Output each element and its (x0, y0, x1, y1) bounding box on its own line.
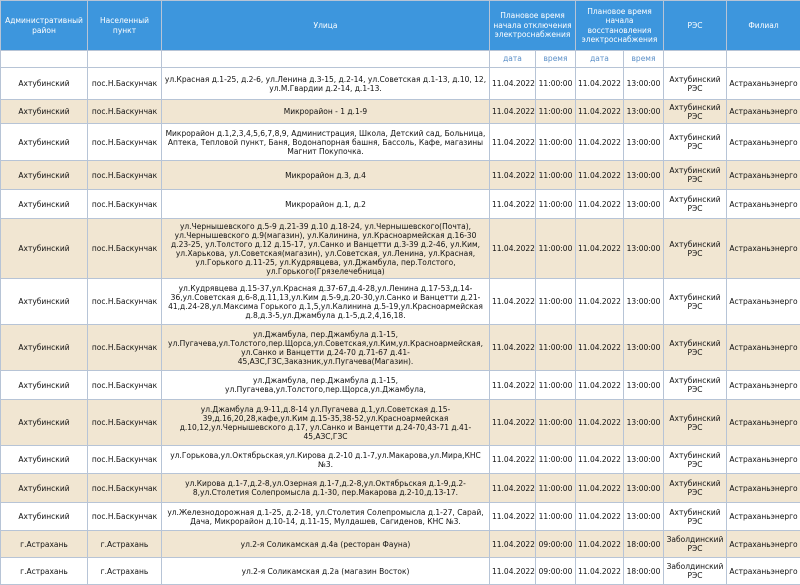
table-row (1, 279, 800, 325)
cell-on-date: 11.04.2022 (576, 446, 624, 474)
table-row (1, 400, 800, 446)
cell-off-date: 11.04.2022 (490, 558, 536, 585)
cell-on-time: 13:00:00 (624, 371, 664, 400)
table-row (1, 100, 800, 124)
cell-district: Ахтубинский (1, 279, 88, 325)
cell-off-time: 09:00:00 (536, 531, 576, 558)
subheader-blank (664, 51, 727, 68)
cell-street: ул.Железнодорожная д.1-25, д.2-18, ул.Столетия Солепромысла д.1-27, Сарай, Дача, Микрорайон д.10-14, д.11-15, Мулдашев, Сагиденов, КНС №3. (162, 503, 490, 531)
cell-off-date: 11.04.2022 (490, 219, 536, 279)
cell-off-date: 11.04.2022 (490, 68, 536, 100)
cell-branch: Астраханьэнерго (727, 503, 800, 531)
cell-off-date: 11.04.2022 (490, 100, 536, 124)
cell-branch: Астраханьэнерго (727, 325, 800, 371)
cell-branch: Астраханьэнерго (727, 190, 800, 219)
cell-branch: Астраханьэнерго (727, 279, 800, 325)
cell-on-time: 13:00:00 (624, 161, 664, 190)
cell-off-time: 11:00:00 (536, 100, 576, 124)
cell-street: ул.Кирова д.1-7,д.2-8,ул.Озерная д.1-7,д.2-8,ул.Октябрьская д.1-9,д.2-8,ул.Столетия Солепромысла д.1-30, пер.Макарова д.2-10,д.13-17. (162, 474, 490, 503)
cell-district: Ахтубинский (1, 503, 88, 531)
cell-res: Ахтубинский РЭС (664, 100, 727, 124)
cell-locality: пос.Н.Баскунчак (88, 161, 162, 190)
cell-on-time: 13:00:00 (624, 100, 664, 124)
cell-on-date: 11.04.2022 (576, 503, 624, 531)
cell-res: Ахтубинский РЭС (664, 503, 727, 531)
cell-street: ул.Красная д.1-25, д.2-6, ул.Ленина д.3-15, д.2-14, ул.Советская д.1-13, д.10, 12, ул.М.Гвардии д.2-14, д.1-13. (162, 68, 490, 100)
cell-on-date: 11.04.2022 (576, 161, 624, 190)
cell-off-date: 11.04.2022 (490, 474, 536, 503)
cell-on-date: 11.04.2022 (576, 124, 624, 161)
header-branch: Филиал (727, 1, 800, 51)
cell-street: ул.Чернышевского д.5-9 д.21-39 д.10 д.18-24, ул.Чернышевского(Почта), ул.Чернышевского д.9(магазин), ул.Калинина, ул.Красноармейская д.16-30 д.23-25, ул.Толстого д.12 д.15-17, ул.Санко и Ванцетти д.3-39 д.2-46, ул.Ким, ул.Харькова, ул.Советская(магазин), ул.Советская, ул.Ленина, ул.Красная, ул.Горького д.11-25, ул.Кудрявцева, ул.Джамбула, пер.Толстого, ул.Горького(Грязелечебница) (162, 219, 490, 279)
cell-on-time: 13:00:00 (624, 400, 664, 446)
cell-off-time: 11:00:00 (536, 190, 576, 219)
cell-street: ул.Джамбула д.9-11,д.8-14 ул.Пугачева д.1,ул.Советская д.15-39,д.16,20,28,кафе,ул.Ким д.15-35,38-52,ул.Красноармейская д.10,12,ул.Чернышевского д.17, ул.Санко и Ванцетти д.24-70,43-71 д.41-45,АЗС,ГЗС (162, 400, 490, 446)
header-locality: Населенный пункт (88, 1, 162, 51)
table-row (1, 371, 800, 400)
cell-district: Ахтубинский (1, 124, 88, 161)
cell-off-date: 11.04.2022 (490, 325, 536, 371)
cell-off-date: 11.04.2022 (490, 531, 536, 558)
cell-on-date: 11.04.2022 (576, 219, 624, 279)
header-district: Административный район (1, 1, 88, 51)
cell-locality: пос.Н.Баскунчак (88, 503, 162, 531)
cell-res: Ахтубинский РЭС (664, 474, 727, 503)
cell-res: Ахтубинский РЭС (664, 161, 727, 190)
cell-off-time: 11:00:00 (536, 124, 576, 161)
cell-off-date: 11.04.2022 (490, 124, 536, 161)
cell-on-time: 13:00:00 (624, 68, 664, 100)
cell-on-time: 13:00:00 (624, 219, 664, 279)
cell-res: Ахтубинский РЭС (664, 400, 727, 446)
cell-district: Ахтубинский (1, 68, 88, 100)
table-row (1, 474, 800, 503)
header-off-time: Плановое время начала отключения электроснабжения (490, 1, 576, 51)
subheader-blank (1, 51, 88, 68)
cell-street: ул.2-я Соликамская д.2а (магазин Восток) (162, 558, 490, 585)
table-row (1, 531, 800, 558)
header-on-time: Плановое время начала восстановления электроснабжения (576, 1, 664, 51)
cell-off-time: 11:00:00 (536, 68, 576, 100)
cell-off-date: 11.04.2022 (490, 190, 536, 219)
cell-off-date: 11.04.2022 (490, 279, 536, 325)
cell-branch: Астраханьэнерго (727, 400, 800, 446)
cell-on-date: 11.04.2022 (576, 531, 624, 558)
cell-street: Микрорайон д.1, д.2 (162, 190, 490, 219)
cell-street: ул.Джамбула, пер.Джамбула д.1-15, ул.Пугачева,ул.Толстого,пер.Щорса,ул.Советская,ул.Ким,ул.Красноармейская, ул.Санко и Ванцетти д.24-70 д.71-67 д.41-45,АЗС,ГЗС,Заказник,ул.Пугачева(Магазин). (162, 325, 490, 371)
cell-locality: пос.Н.Баскунчак (88, 279, 162, 325)
header-res: РЭС (664, 1, 727, 51)
subheader-on-time: время (624, 51, 664, 68)
cell-res: Ахтубинский РЭС (664, 446, 727, 474)
cell-branch: Астраханьэнерго (727, 100, 800, 124)
cell-res: Ахтубинский РЭС (664, 190, 727, 219)
cell-on-time: 13:00:00 (624, 124, 664, 161)
cell-on-date: 11.04.2022 (576, 371, 624, 400)
cell-locality: пос.Н.Баскунчак (88, 446, 162, 474)
table-row (1, 446, 800, 474)
table-row (1, 558, 800, 585)
cell-on-time: 13:00:00 (624, 503, 664, 531)
cell-off-time: 11:00:00 (536, 446, 576, 474)
subheader-off-time: время (536, 51, 576, 68)
cell-on-date: 11.04.2022 (576, 68, 624, 100)
cell-res: Заболдинский РЭС (664, 558, 727, 585)
cell-off-time: 11:00:00 (536, 219, 576, 279)
cell-locality: пос.Н.Баскунчак (88, 190, 162, 219)
cell-branch: Астраханьэнерго (727, 124, 800, 161)
cell-res: Ахтубинский РЭС (664, 124, 727, 161)
cell-off-time: 11:00:00 (536, 371, 576, 400)
subheader-blank (88, 51, 162, 68)
cell-street: Микрорайон - 1 д.1-9 (162, 100, 490, 124)
cell-district: Ахтубинский (1, 371, 88, 400)
cell-off-time: 11:00:00 (536, 474, 576, 503)
cell-locality: пос.Н.Баскунчак (88, 68, 162, 100)
cell-district: Ахтубинский (1, 446, 88, 474)
table-row (1, 503, 800, 531)
cell-street: Микрорайон д.3, д.4 (162, 161, 490, 190)
cell-locality: пос.Н.Баскунчак (88, 124, 162, 161)
table-body (1, 68, 800, 585)
cell-district: Ахтубинский (1, 400, 88, 446)
cell-off-time: 09:00:00 (536, 558, 576, 585)
cell-district: г.Астрахань (1, 531, 88, 558)
header-street: Улица (162, 1, 490, 51)
cell-district: Ахтубинский (1, 190, 88, 219)
cell-district: Ахтубинский (1, 219, 88, 279)
cell-on-date: 11.04.2022 (576, 558, 624, 585)
cell-off-time: 11:00:00 (536, 325, 576, 371)
cell-district: г.Астрахань (1, 558, 88, 585)
cell-on-time: 13:00:00 (624, 446, 664, 474)
cell-locality: г.Астрахань (88, 558, 162, 585)
cell-off-time: 11:00:00 (536, 161, 576, 190)
cell-street: ул.Горькова,ул.Октябрьская,ул.Кирова д.2-10 д.1-7,ул.Макарова,ул.Мира,КНС №3. (162, 446, 490, 474)
table-row (1, 190, 800, 219)
cell-off-date: 11.04.2022 (490, 400, 536, 446)
cell-on-date: 11.04.2022 (576, 190, 624, 219)
subheader-blank (727, 51, 800, 68)
cell-district: Ахтубинский (1, 325, 88, 371)
cell-off-time: 11:00:00 (536, 400, 576, 446)
subheader-off-date: дата (490, 51, 536, 68)
cell-off-time: 11:00:00 (536, 279, 576, 325)
cell-on-time: 13:00:00 (624, 325, 664, 371)
cell-branch: Астраханьэнерго (727, 68, 800, 100)
cell-res: Ахтубинский РЭС (664, 279, 727, 325)
cell-res: Ахтубинский РЭС (664, 219, 727, 279)
cell-branch: Астраханьэнерго (727, 219, 800, 279)
table-row (1, 68, 800, 100)
cell-res: Ахтубинский РЭС (664, 68, 727, 100)
cell-street: Микрорайон д.1,2,3,4,5,6,7,8,9, Администрация, Школа, Детский сад, Больница, Аптека, Тепловой пункт, Баня, Водонапорная башня, Бассоль, Кафе, магазины Магнит Покупочка. (162, 124, 490, 161)
table-row (1, 325, 800, 371)
cell-district: Ахтубинский (1, 100, 88, 124)
cell-branch: Астраханьэнерго (727, 371, 800, 400)
cell-on-time: 13:00:00 (624, 279, 664, 325)
cell-on-time: 18:00:00 (624, 558, 664, 585)
cell-street: ул.Джамбула, пер.Джамбула д.1-15, ул.Пугачева,ул.Толстого,пер.Щорса,ул.Джамбула, (162, 371, 490, 400)
cell-on-time: 18:00:00 (624, 531, 664, 558)
table-row (1, 124, 800, 161)
cell-branch: Астраханьэнерго (727, 531, 800, 558)
cell-on-time: 13:00:00 (624, 190, 664, 219)
cell-street: ул.2-я Соликамская д.4а (ресторан Фауна) (162, 531, 490, 558)
cell-off-time: 11:00:00 (536, 503, 576, 531)
cell-branch: Астраханьэнерго (727, 446, 800, 474)
cell-on-date: 11.04.2022 (576, 474, 624, 503)
cell-locality: пос.Н.Баскунчак (88, 219, 162, 279)
cell-on-date: 11.04.2022 (576, 100, 624, 124)
cell-off-date: 11.04.2022 (490, 446, 536, 474)
cell-branch: Астраханьэнерго (727, 474, 800, 503)
cell-street: ул.Кудрявцева д.15-37,ул.Красная д.37-67,д.4-28,ул.Ленина д.17-53,д.14-36,ул.Советская д.6-8,д.11,13,ул.Ким д.5-9,д.20-30,ул.Санко и Ванцетти д.21-41,д.24-28,ул.Максима Горького д.1,5,ул.Калинина д.5-19,ул.Красноармейская д.8,д.3-5,ул.Джамбула д.1-5,д.2,4,16,18. (162, 279, 490, 325)
cell-off-date: 11.04.2022 (490, 503, 536, 531)
table-header (1, 1, 800, 68)
cell-res: Ахтубинский РЭС (664, 371, 727, 400)
cell-locality: пос.Н.Баскунчак (88, 371, 162, 400)
table-row (1, 219, 800, 279)
cell-on-date: 11.04.2022 (576, 325, 624, 371)
subheader-on-date: дата (576, 51, 624, 68)
cell-locality: пос.Н.Баскунчак (88, 325, 162, 371)
cell-locality: пос.Н.Баскунчак (88, 400, 162, 446)
cell-district: Ахтубинский (1, 474, 88, 503)
cell-off-date: 11.04.2022 (490, 161, 536, 190)
cell-res: Ахтубинский РЭС (664, 325, 727, 371)
cell-on-date: 11.04.2022 (576, 279, 624, 325)
cell-branch: Астраханьэнерго (727, 161, 800, 190)
cell-off-date: 11.04.2022 (490, 371, 536, 400)
cell-res: Заболдинский РЭС (664, 531, 727, 558)
subheader-blank (162, 51, 490, 68)
table-row (1, 161, 800, 190)
cell-locality: г.Астрахань (88, 531, 162, 558)
cell-branch: Астраханьэнерго (727, 558, 800, 585)
cell-locality: пос.Н.Баскунчак (88, 474, 162, 503)
subheader-row (1, 51, 800, 68)
cell-district: Ахтубинский (1, 161, 88, 190)
cell-locality: пос.Н.Баскунчак (88, 100, 162, 124)
cell-on-time: 13:00:00 (624, 474, 664, 503)
cell-on-date: 11.04.2022 (576, 400, 624, 446)
header-row (1, 1, 800, 51)
